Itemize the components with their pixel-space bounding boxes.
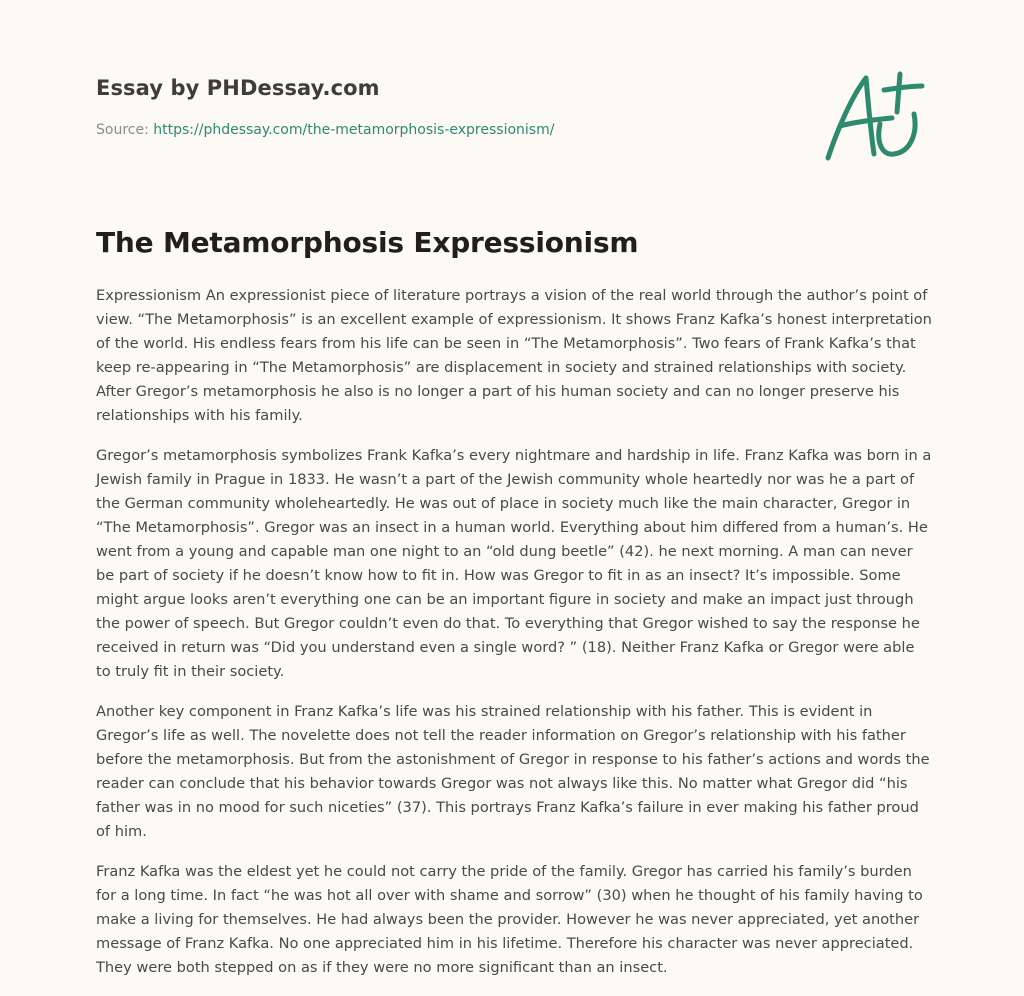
a-plus-grade-icon bbox=[818, 66, 930, 166]
essay-paragraph: Another key component in Franz Kafka’s life was his strained relationship with his father. This is evident in Gregor’s life as well. The novelette does not tell the reader information on Gregor’s relationship with his father before the metamorphosis. But from the astonishment of Gregor in response to his father’s actions and words the reader can conclude that his behavior towards Gregor was not always like this. No matter what Gregor did “his father was in no mood for such niceties” (37). This portrays Franz Kafka’s failure in ever making his father proud of him. bbox=[96, 703, 930, 840]
source-link[interactable]: https://phdessay.com/the-metamorphosis-expressionism/ bbox=[153, 122, 555, 138]
source-line bbox=[96, 122, 796, 138]
site-brand: Essay by PHDessay.com bbox=[96, 76, 380, 100]
essay-header bbox=[96, 76, 796, 138]
essay-body bbox=[96, 284, 932, 996]
source-label: Source: bbox=[96, 122, 149, 138]
essay-paragraph: Gregor’s metamorphosis symbolizes Frank Kafka’s every nightmare and hardship in life. Franz Kafka was born in a Jewish family in Prague in 1833. He wasn’t a part of the Jewish community whole heartedly nor was he a part of the German community wholeheartedly. He was out of place in society much like the main character, Gregor in “The Metamorphosis”. Gregor was an insect in a human world. Everything about him differed from a human’s. He went from a young and capable man one night to an “old dung beetle” (42). he next morning. A man can never be part of society if he doesn’t know how to fit in. How was Gregor to fit in as an insect? It’s impossible. Some might argue looks aren’t everything one can be an important figure in society and make an impact just through the power of speech. But Gregor couldn’t even do that. To everything that Gregor wished to say the response he received in return was “Did you understand even a single word? ” (18). Neither Franz Kafka or Gregor were able to truly fit in their society. bbox=[96, 447, 932, 680]
essay-title: The Metamorphosis Expressionism bbox=[96, 226, 639, 259]
essay-paragraph: Expressionism An expressionist piece of literature portrays a vision of the real world through the author’s point of view. “The Metamorphosis” is an excellent example of expressionism. It shows Franz Kafka’s honest interpretation of the world. His endless fears from his life can be seen in “The Metamorphosis”. Two fears of Frank Kafka’s that keep re-appearing in “The Metamorphosis” are displacement in society and strained relationships with society. After Gregor’s metamorphosis he also is no longer a part of his human society and can no longer preserve his relationships with his family. bbox=[96, 287, 932, 424]
essay-paragraph: Franz Kafka was the eldest yet he could not carry the pride of the family. Gregor has carried his family’s burden for a long time. In fact “he was hot all over with shame and sorrow” (30) when he thought of his family having to make a living for themselves. He had always been the provider. However he was never appreciated, yet another message of Franz Kafka. No one appreciated him in his lifetime. Therefore his character was never appreciated. They were both stepped on as if they were no more significant than an insect. bbox=[96, 863, 923, 976]
